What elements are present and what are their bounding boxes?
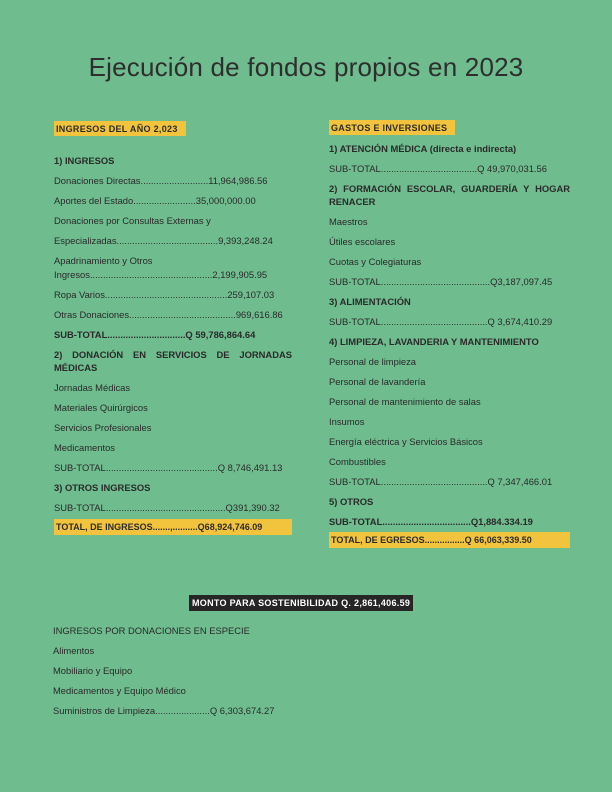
- gastos-column: [329, 120, 570, 548]
- total-ingresos: TOTAL, DE INGRESOS.......,..........Q68,924,746.09: [54, 519, 292, 535]
- suministros-line: Suministros de Limpieza.....................Q 6,303,674.27: [53, 705, 275, 716]
- aportes-estado-line: Aportes del Estado........................35,000,000.00: [54, 195, 256, 206]
- sostenibilidad-banner: MONTO PARA SOSTENIBILIDAD Q. 2,861,406.59: [189, 595, 413, 611]
- servicios-profesionales-line: Servicios Profesionales: [54, 422, 152, 433]
- donaciones-directas-line: Donaciones Directas..........................11,964,986.56: [54, 175, 268, 186]
- gastos-subtotal4: SUB-TOTAL.........................................Q 7,347,466.01: [329, 476, 553, 487]
- personal-mantenimiento-line: Personal de mantenimiento de salas: [329, 396, 481, 407]
- gastos-section2-title: 2) FORMACIÓN ESCOLAR, GUARDERÍA Y HOGAR RENACER: [329, 183, 570, 207]
- otras-donaciones-line: Otras Donaciones.........................................969,616.86: [54, 309, 283, 320]
- maestros-line: Maestros: [329, 216, 368, 227]
- jornadas-medicas-line: Jornadas Médicas: [54, 382, 131, 393]
- gastos-section3-title: 3) ALIMENTACIÓN: [329, 296, 411, 307]
- cuotas-line: Cuotas y Colegiaturas: [329, 256, 422, 267]
- consultas-line2: Especializadas.......................................9,393,248.24: [54, 235, 273, 246]
- ingresos-subtotal3: SUB-TOTAL..............................................Q391,390.32: [54, 502, 280, 513]
- gastos-subtotal5: SUB-TOTAL..................................Q1,884.334.19: [329, 516, 533, 527]
- gastos-subtotal1: SUB-TOTAL.....................................Q 49,970,031.56: [329, 163, 547, 174]
- gastos-section5-title: 5) OTROS: [329, 496, 374, 507]
- personal-lavanderia-line: Personal de lavandería: [329, 376, 426, 387]
- ingresos-header: INGRESOS DEL AÑO 2,023: [54, 121, 186, 136]
- ingresos-section1-title: 1) INGRESOS: [54, 155, 115, 166]
- alimentos-line: Alimentos: [53, 645, 95, 656]
- ingresos-subtotal2: SUB-TOTAL...........................................Q 8,746,491.13: [54, 462, 283, 473]
- gastos-header: GASTOS E INVERSIONES: [329, 120, 455, 135]
- gastos-subtotal2: SUB-TOTAL..........................................Q3,187,097.45: [329, 276, 553, 287]
- especie-section: [53, 624, 313, 717]
- ingresos-section3-title: 3) OTROS INGRESOS: [54, 482, 151, 493]
- personal-limpieza-line: Personal de limpieza: [329, 356, 417, 367]
- consultas-line1: Donaciones por Consultas Externas y: [54, 215, 211, 226]
- gastos-subtotal3: SUB-TOTAL.........................................Q 3,674,410.29: [329, 316, 553, 327]
- energia-line: Energía eléctrica y Servicios Básicos: [329, 436, 483, 447]
- gastos-section4-title: 4) LIMPIEZA, LAVANDERIA Y MANTENIMIENTO: [329, 336, 539, 347]
- insumos-line: Insumos: [329, 416, 365, 427]
- medicamentos-equipo-line: Medicamentos y Equipo Médico: [53, 685, 186, 696]
- ingresos-section2-title: 2) DONACIÓN EN SERVICIOS DE JORNADAS MÉDICAS: [54, 349, 292, 373]
- ingresos-subtotal1: SUB-TOTAL..............................Q 59,786,864.64: [54, 329, 256, 340]
- ingresos-column: [54, 121, 292, 535]
- utiles-line: Útiles escolares: [329, 236, 396, 247]
- gastos-section1-title: 1) ATENCIÓN MÉDICA (directa e indirecta): [329, 143, 517, 154]
- apadrinamiento-line2: Ingresos...............................................2,199,905.95: [54, 269, 268, 280]
- especie-title: INGRESOS POR DONACIONES EN ESPECIE: [53, 625, 250, 636]
- total-egresos: TOTAL, DE EGRESOS................Q 66,063,339.50: [329, 532, 570, 548]
- page-title: Ejecución de fondos propios en 2023: [88, 52, 524, 82]
- medicamentos-line: Medicamentos: [54, 442, 115, 453]
- combustibles-line: Combustibles: [329, 456, 386, 467]
- apadrinamiento-line1: Apadrinamiento y Otros: [54, 255, 153, 266]
- materiales-quirurgicos-line: Materiales Quirúrgicos: [54, 402, 148, 413]
- ropa-varios-line: Ropa Varios...............................................259,107.03: [54, 289, 275, 300]
- mobiliario-line: Mobiliario y Equipo: [53, 665, 133, 676]
